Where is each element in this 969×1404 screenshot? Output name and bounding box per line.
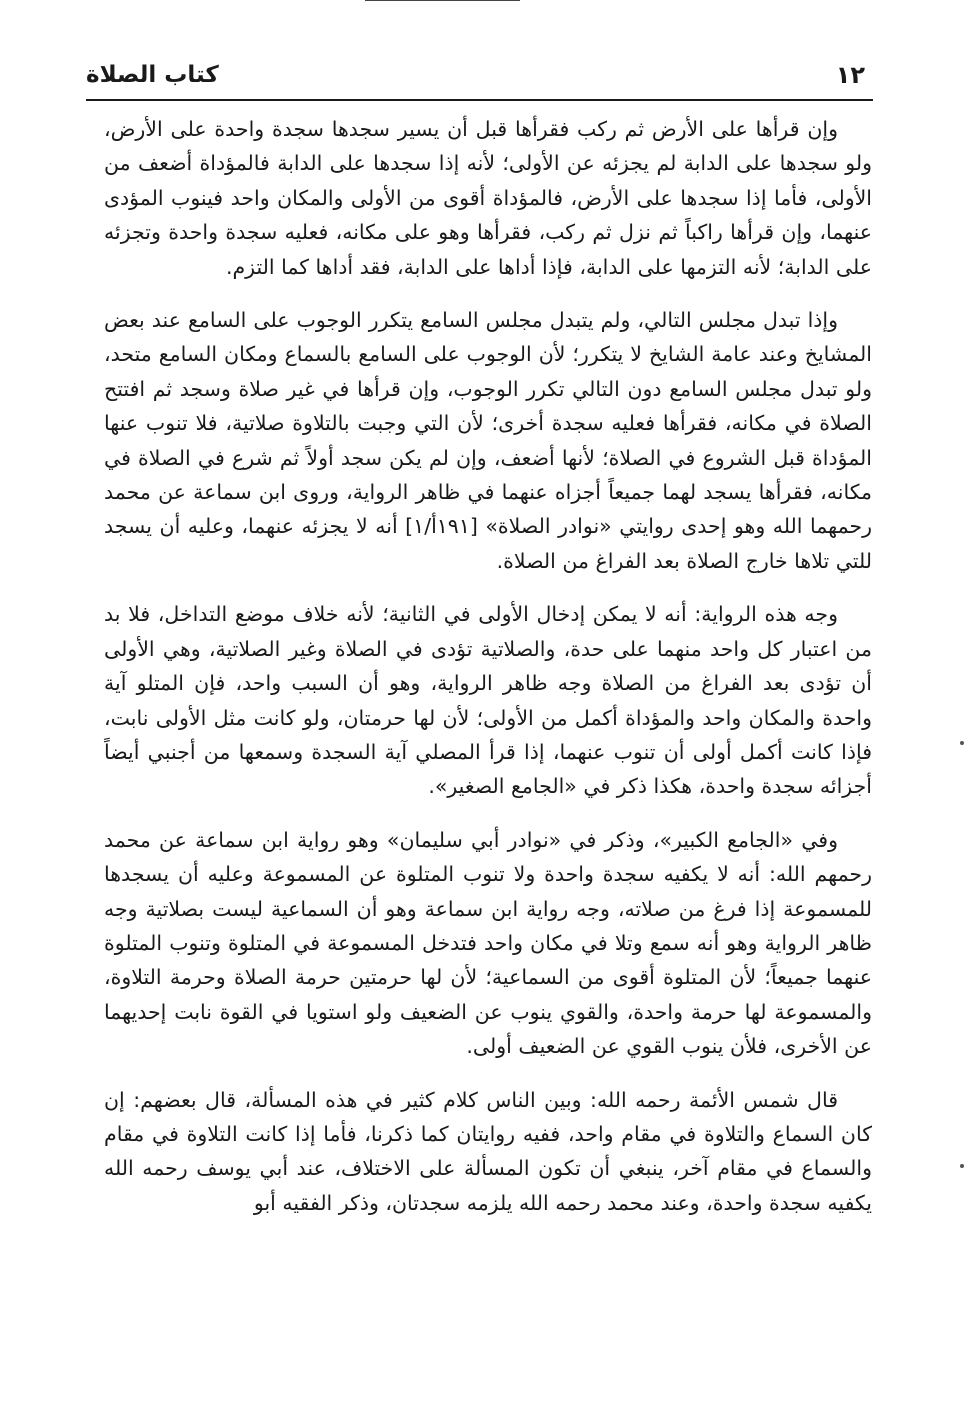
paragraph-4: وفي «الجامع الكبير»، وذكر في «نوادر أبي سليمان» وهو رواية ابن سماعة عن محمد رحمهم الله: أنه لا يكفيه سجدة واحدة ولا تنوب المتلوة عن المسموعة وعليه أن يسجدها للمسموعة إذا فرغ من صلاته، وجه رواية ابن سماعة وهو أن السماعية ليست بصلاتية وجه ظاهر الرواية وهو أنه سمع وتلا في مكان واحد فتدخل المسموعة في المتلوة وتنوب المتلوة عنهما جميعاً؛ لأن المتلوة أقوى من السماعية؛ لأن لها حرمتين حرمة الصلاة وحرمة التلاوة، والمسموعة لها حرمة واحدة، والقوي ينوب عن الضعيف ولو استويا في القوة نابت إحديهما عن الأخرى، فلأن ينوب القوي عن الضعيف أولى.: [104, 827, 872, 1059]
paragraph-2: وإذا تبدل مجلس التالي، ولم يتبدل مجلس السامع يتكرر الوجوب على السامع عند بعض المشايخ وعند عامة الشايخ لا يتكرر؛ لأن الوجوب على السامع بالسماع ومكان السامع متحد، ولو تبدل مجلس السامع دون التالي تكرر الوجوب، وإن قرأها في غير صلاة وسجد ثم افتتح الصلاة في مكانه، فقرأها فعليه سجدة أخرى؛ لأن التي وجبت بالتلاوة صلاتية، فلا تنوب عنها المؤداة قبل الشروع في الصلاة؛ لأنها أضعف، وإن لم يكن سجد أولاً ثم شرع في الصلاة في مكانه، فقرأها يسجد لهما جميعاً أجزاه عنهما في ظاهر الرواية، وروى ابن سماعة عن محمد رحمهما الله وهو إحدى روايتي «نوادر الصلاة» [١٩١أ/١] أنه لا يجزئه عنهما، وعليه أن يسجد للتي تلاها خارج الصلاة بعد الفراغ من الصلاة.: [104, 308, 872, 573]
paragraph-5: قال شمس الأئمة رحمه الله: وبين الناس كلام كثير في هذه المسألة، قال بعضهم: إن كان السماع والتلاوة في مقام واحد، ففيه روايتان كما ذكرنا، فأما إذا كانت التلاوة في مقام والسماع في مقام آخر، ينبغي أن تكون المسألة على الاختلاف، عند أبي يوسف رحمه الله يكفيه سجدة واحدة، وعند محمد رحمه الله يلزمه سجدتان، وذكر الفقيه أبو: [104, 1087, 872, 1215]
page-number: ١٢: [835, 61, 865, 89]
page-body: [104, 112, 872, 1239]
page-header: [86, 58, 865, 92]
header-rule: [86, 99, 873, 101]
margin-mark: [960, 1164, 964, 1168]
running-title: كتاب الصلاة: [86, 62, 219, 88]
top-rule: [365, 0, 520, 1]
margin-mark: [960, 741, 964, 745]
paragraph-3: وجه هذه الرواية: أنه لا يمكن إدخال الأولى في الثانية؛ لأنه خلاف موضع التداخل، فلا بد من اعتبار كل واحد منهما على حدة، والصلاتية تؤدى في الصلاة وغير الصلاتية، وهي الأولى أن تؤدى بعد الفراغ من الصلاة وجه ظاهر الرواية، وهو أن السبب واحد، فإن المتلو آية واحدة والمكان واحد والمؤداة أكمل من الأولى؛ لأن لها حرمتان، ولو كانت مثل الأولى نابت، فإذا كانت أكمل أولى أن تنوب عنهما، إذا قرأ المصلي آية السجدة وسمعها من أجنبي أيضاً أجزائه سجدة واحدة، هكذا ذكر في «الجامع الصغير».: [104, 602, 872, 799]
paragraph-1: وإن قرأها على الأرض ثم ركب فقرأها قبل أن يسير سجدها سجدة واحدة على الأرض، ولو سجدها على الدابة لم يجزئه عن الأولى؛ لأنه إذا سجدها على الدابة فالمؤداة أضعف من الأولى، فأما إذا سجدها على الأرض، فالمؤداة أقوى من الأولى والمكان واحد فينوب المؤدى عنهما، وإن قرأها راكباً ثم نزل ثم ركب، فقرأها وهو على مكانه، فعليه سجدة واحدة وتجزئه على الدابة؛ لأنه التزمها على الدابة، فإذا أداها على الدابة، فقد أداها كما التزم.: [104, 117, 872, 279]
